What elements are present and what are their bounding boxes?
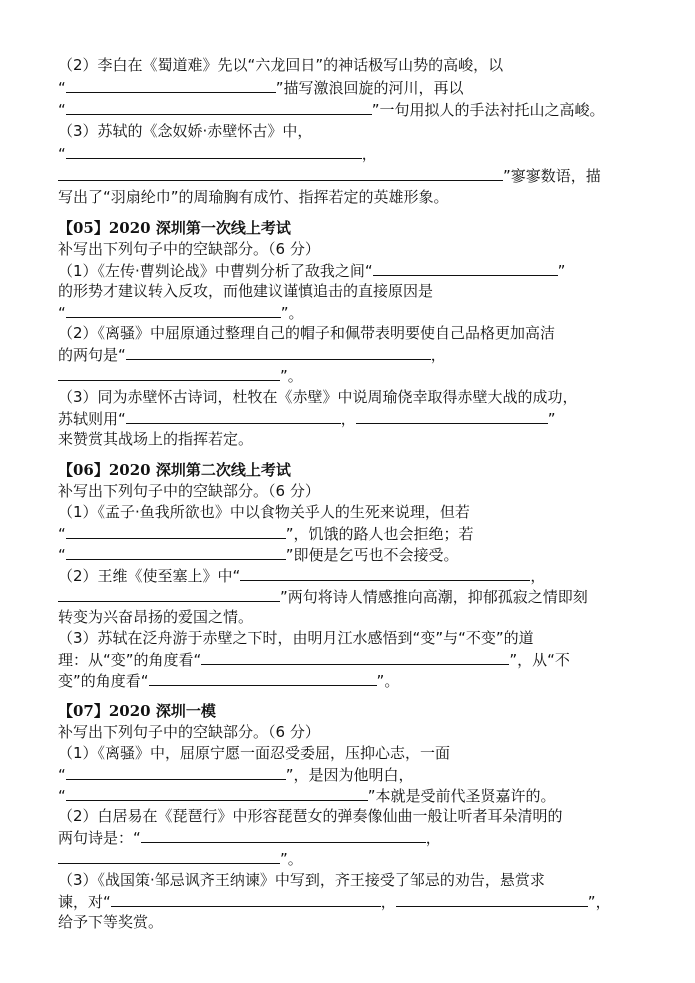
s04-q3-line4: 写出了“羽扇纶巾”的周瑜胸有成竹、指挥若定的英雄形象。 [58, 188, 449, 206]
answer-blank[interactable] [373, 260, 558, 276]
instructions: 补写出下列句子中的空缺部分。（6 分） [58, 240, 320, 258]
s07-q3-line2: 谏，对“ ， ”， [58, 893, 611, 911]
s05-q3-line3: 来赞赏其战场上的指挥若定。 [58, 430, 254, 448]
s06-q2-line1: （2）王维《使至塞上》中“ ， [58, 567, 546, 585]
s05-q2-line2: 的两句是“ ， [58, 346, 446, 364]
answer-blank[interactable] [58, 586, 280, 602]
s06-q1-line3: “ ”即便是乞丐也不会接受。 [58, 546, 459, 564]
s05-q2-line1: （2）《离骚》中屈原通过整理自己的帽子和佩带表明要使自己品格更加高洁 [58, 324, 556, 342]
s07-q1-line3: “ ”本就是受前代圣贤嘉许的。 [58, 787, 556, 805]
s07-q1-line2: “ ”，是因为他明白， [58, 766, 414, 784]
s07-q3-line1: （3）《战国策·邹忌讽齐王纳谏》中写到，齐王接受了邹忌的劝告，悬赏求 [58, 871, 545, 889]
s04-q3-line1: （3）苏轼的《念奴娇·赤壁怀古》中， [58, 122, 313, 140]
s07-q1-line1: （1）《离骚》中，屈原宁愿一面忍受委屈，压抑心志，一面 [58, 744, 451, 762]
answer-blank[interactable] [66, 143, 362, 159]
s04-q3-line3: ”寥寥数语，描 [58, 165, 601, 185]
answer-blank[interactable] [240, 565, 530, 581]
answer-blank[interactable] [66, 77, 276, 93]
s07-q2-line1: （2）白居易在《琵琶行》中形容琵琶女的弹奏像仙曲一般让听者耳朵清明的 [58, 807, 563, 825]
s04-q2-line3: “ ”一句用拟人的手法衬托山之高峻。 [58, 101, 605, 119]
answer-blank[interactable] [126, 344, 431, 360]
s06-q3-line1: （3）苏轼在泛舟游于赤壁之下时，由明月江水感悟到“变”与“不变”的道 [58, 629, 534, 647]
section-heading: 【06】2020 深圳第二次线上考试 [58, 461, 291, 479]
answer-blank[interactable] [111, 891, 381, 907]
answer-blank[interactable] [126, 408, 341, 424]
answer-blank[interactable] [66, 764, 286, 780]
s05-q1-line2: 的形势才建议转入反攻，而他建议谨慎追击的直接原因是 [58, 282, 434, 300]
answer-blank[interactable] [141, 827, 426, 843]
s06-q3-line3: 变”的角度看“ ”。 [58, 672, 400, 690]
s06-q2-line3: 转变为兴奋昂扬的爱国之情。 [58, 608, 254, 626]
s05-q2-line3: ”。 [58, 365, 303, 385]
instructions: 补写出下列句子中的空缺部分。（6 分） [58, 723, 320, 741]
answer-blank[interactable] [58, 848, 280, 864]
answer-blank[interactable] [66, 544, 286, 560]
s05-q3-line1: （3）同为赤壁怀古诗词，杜牧在《赤壁》中说周瑜侥幸取得赤壁大战的成功， [58, 388, 578, 406]
answer-blank[interactable] [58, 165, 503, 181]
s04-q2-line2: “ ”描写激浪回旋的河川，再以 [58, 79, 464, 97]
answer-blank[interactable] [356, 408, 548, 424]
answer-blank[interactable] [396, 891, 588, 907]
s07-q2-line3: ”。 [58, 848, 303, 868]
s04-q3-line2: “ ， [58, 145, 377, 163]
answer-blank[interactable] [66, 302, 281, 318]
section-heading: 【05】2020 深圳第一次线上考试 [58, 219, 291, 237]
answer-blank[interactable] [66, 99, 372, 115]
s06-q3-line2: 理：从“变”的角度看“ ”，从“不 [58, 651, 570, 669]
answer-blank[interactable] [58, 365, 280, 381]
s05-q3-line2: 苏轼则用“ ， ” [58, 410, 556, 428]
s07-q3-line3: 给予下等奖赏。 [58, 913, 164, 931]
answer-blank[interactable] [149, 670, 377, 686]
answer-blank[interactable] [66, 523, 286, 539]
instructions: 补写出下列句子中的空缺部分。（6 分） [58, 482, 320, 500]
s05-q1-line1: （1）《左传·曹刿论战》中曹刿分析了敌我之间“ ” [58, 262, 566, 280]
s06-q1-line2: “ ”，饥饿的路人也会拒绝；若 [58, 525, 474, 543]
text: （2）李白在《蜀道难》先以“六龙回日”的神话极写山势的高峻，以 [58, 56, 504, 74]
section-heading: 【07】2020 深圳一模 [58, 702, 216, 720]
s07-q2-line2: 两句诗是：“ ， [58, 829, 441, 847]
s05-q1-line3: “ ”。 [58, 304, 304, 322]
answer-blank[interactable] [201, 649, 509, 665]
s04-q2-line1 [58, 55, 503, 75]
s06-q2-line2: ”两句将诗人情感推向高潮，抑郁孤寂之情即刻 [58, 586, 588, 606]
answer-blank[interactable] [66, 785, 368, 801]
s06-q1-line1: （1）《孟子·鱼我所欲也》中以食物关乎人的生死来说理，但若 [58, 503, 470, 521]
